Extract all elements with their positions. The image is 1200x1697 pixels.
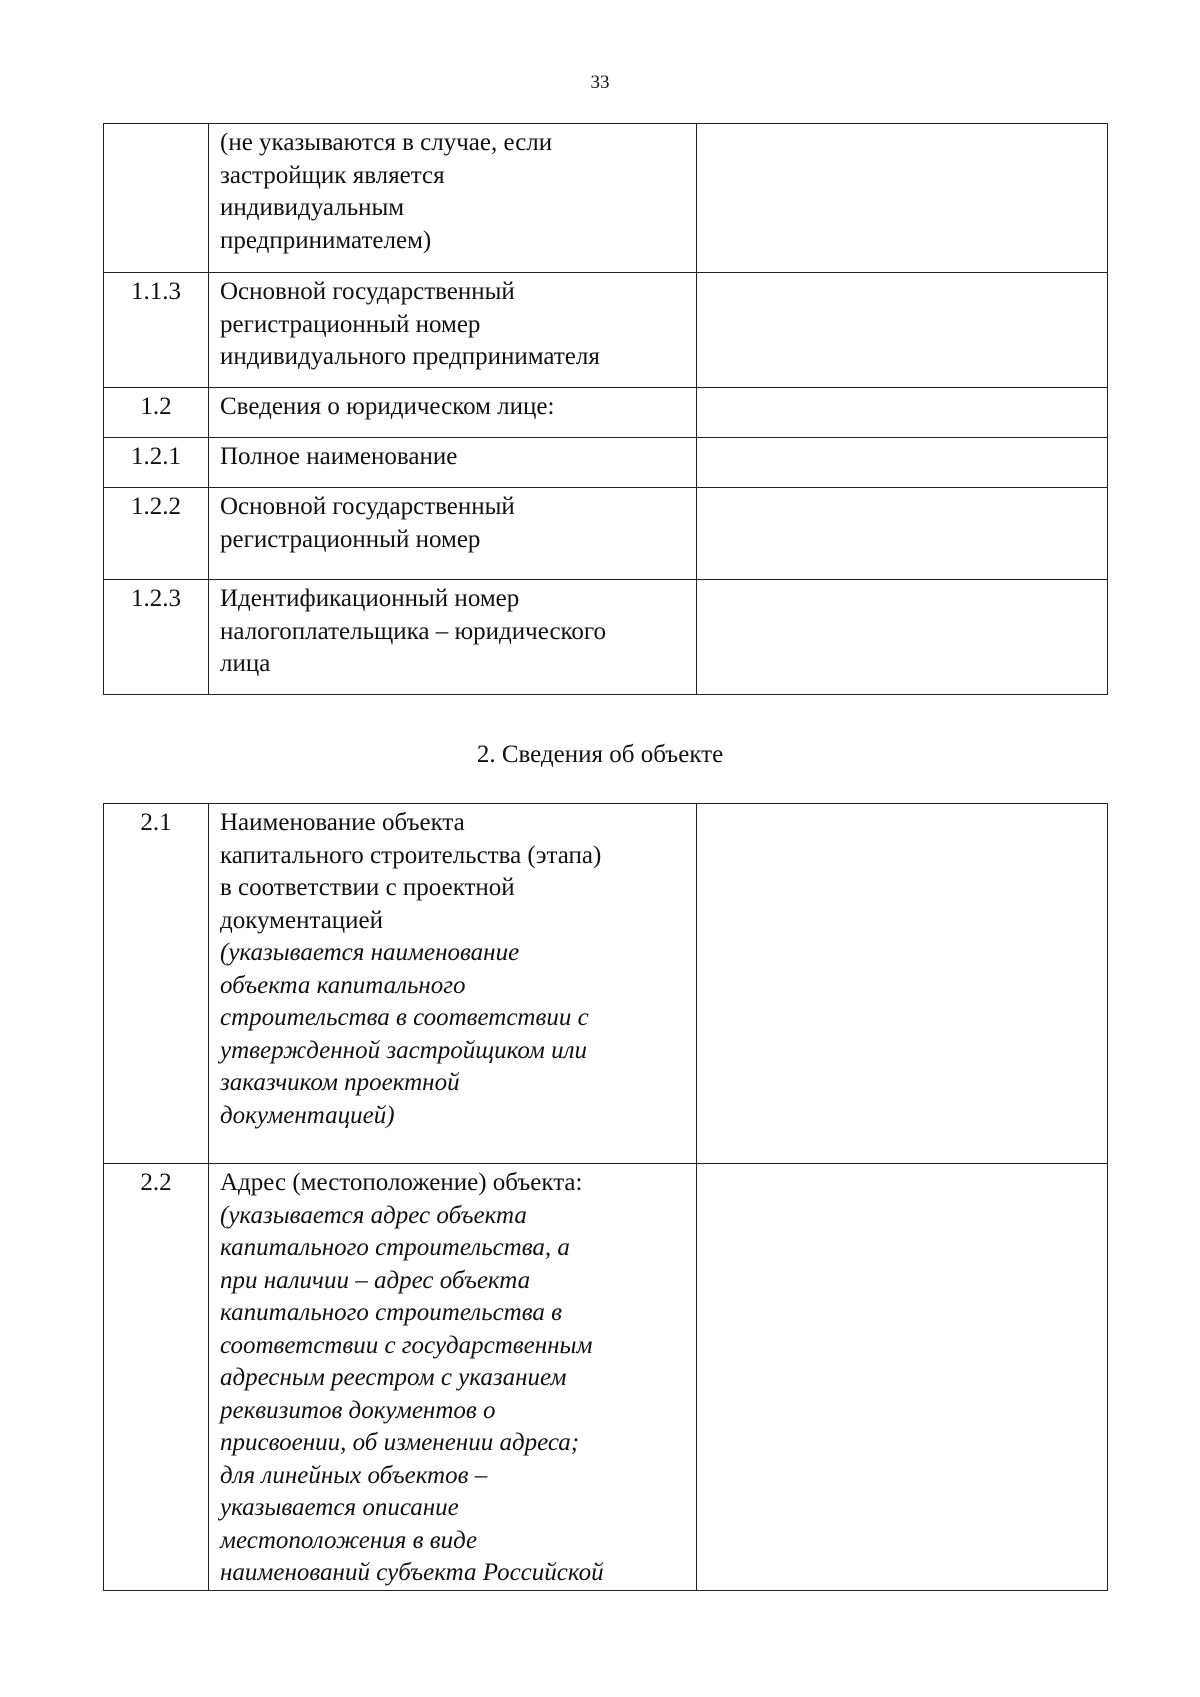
row-label-cell — [209, 273, 697, 388]
row-number: 1.2 — [104, 388, 209, 438]
row-label-cell — [209, 1164, 697, 1591]
row-label: Адрес (местоположение) объекта: — [220, 1169, 583, 1196]
table-row — [104, 1164, 1108, 1591]
row-value-cell[interactable] — [697, 1164, 1108, 1591]
table-row — [104, 580, 1108, 695]
row-note: (указывается адрес объекта капитального строительства, а при наличии – адрес объекта капитального строительства в соответствии с государственным адресным реестром с указанием реквизитов документов о присвоении, об изменении адреса; для линейных объектов – указывается описание местоположения в виде наименований субъекта Российской — [220, 1201, 604, 1586]
row-number: 1.2.1 — [104, 438, 209, 488]
section-title: 2. Сведения об объекте — [476, 741, 724, 768]
table-row — [104, 488, 1108, 580]
row-label: Полное наименование — [220, 443, 458, 470]
row-label: Идентификационный номер налогоплательщика – юридического лица — [220, 585, 607, 677]
row-label-cell — [209, 438, 697, 488]
object-info-table — [103, 803, 1108, 1591]
row-note: (указывается наименование объекта капитального строительства в соответствии с утвержденной застройщиком или заказчиком проектной документацией) — [220, 939, 589, 1129]
applicant-info-table — [103, 123, 1108, 695]
row-value-cell[interactable] — [697, 273, 1108, 388]
row-label-cell — [209, 124, 697, 273]
table-row — [104, 273, 1108, 388]
row-label-cell — [209, 580, 697, 695]
row-number: 1.2.2 — [104, 488, 209, 580]
row-label: Сведения о юридическом лице: — [220, 393, 555, 420]
row-value-cell[interactable] — [697, 438, 1108, 488]
row-value-cell[interactable] — [697, 124, 1108, 273]
row-value-cell[interactable] — [697, 488, 1108, 580]
table-row — [104, 124, 1108, 273]
row-label: Наименование объекта капитального строительства (этапа) в соответствии с проектной документацией — [220, 809, 602, 934]
table-row — [104, 388, 1108, 438]
row-value-cell[interactable] — [697, 804, 1108, 1164]
table-row — [104, 804, 1108, 1164]
row-label: (не указываются в случае, если застройщик является индивидуальным предпринимателем) — [220, 129, 553, 254]
table-row — [104, 438, 1108, 488]
row-label: Основной государственный регистрационный номер индивидуального предпринимателя — [220, 278, 600, 370]
row-number: 2.2 — [104, 1164, 209, 1591]
page-number: 33 — [590, 72, 610, 93]
row-label-cell — [209, 488, 697, 580]
row-number: 2.1 — [104, 804, 209, 1164]
row-number: 1.1.3 — [104, 273, 209, 388]
row-value-cell[interactable] — [697, 388, 1108, 438]
row-number: 1.2.3 — [104, 580, 209, 695]
row-value-cell[interactable] — [697, 580, 1108, 695]
row-label-cell — [209, 388, 697, 438]
row-label-cell — [209, 804, 697, 1164]
row-number — [104, 124, 209, 273]
row-label: Основной государственный регистрационный номер — [220, 493, 515, 553]
